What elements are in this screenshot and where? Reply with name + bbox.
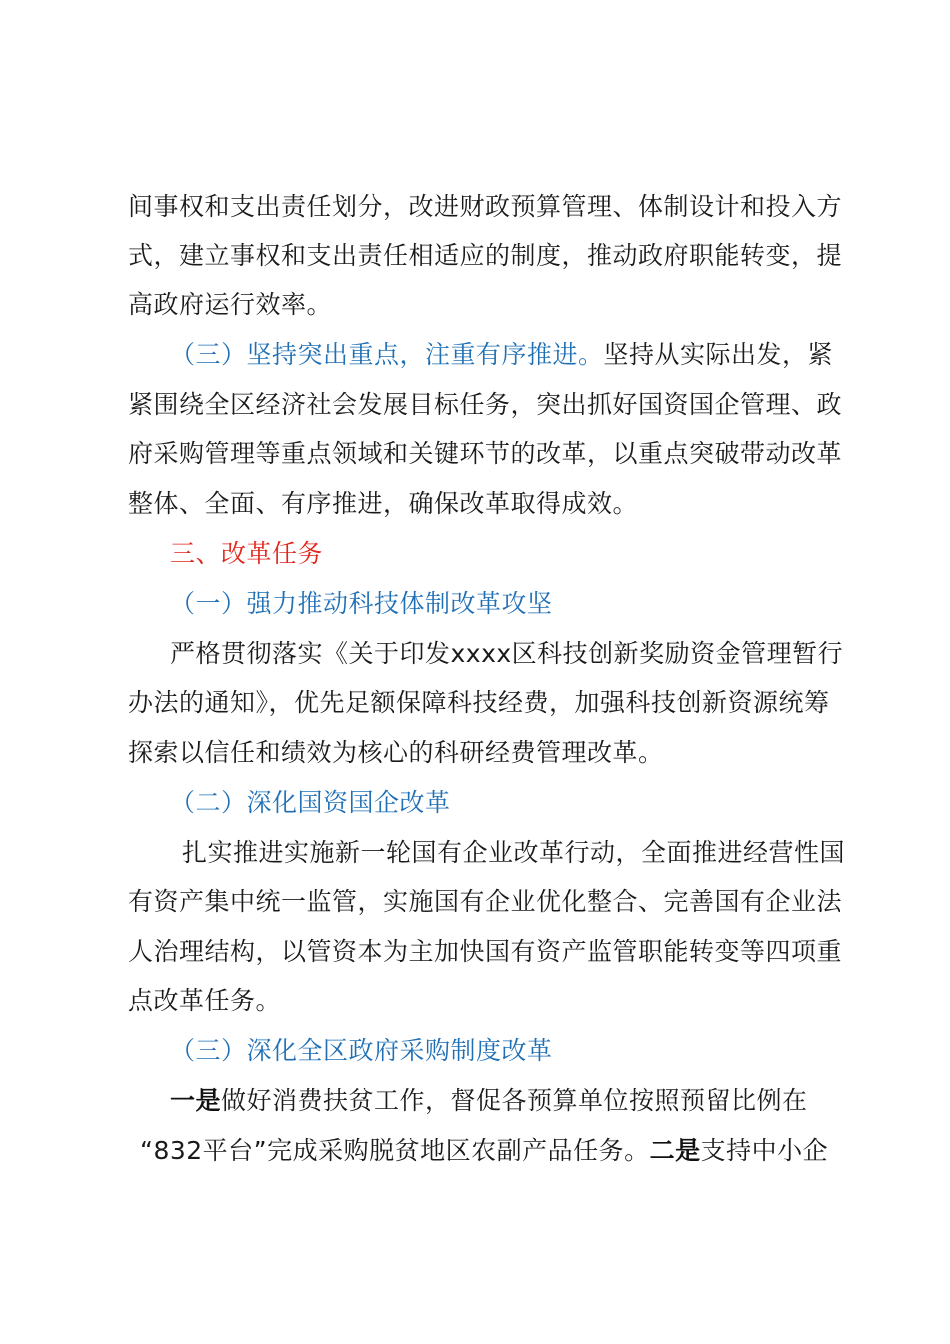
paragraph-line: 严格贯彻落实《关于印发xxxx区科技创新奖励资金管理暂行 (170, 639, 844, 668)
paragraph-text: “832平台”完成采购脱贫地区农副产品任务。 (140, 1136, 650, 1165)
paragraph-line: 紧围绕全区经济社会发展目标任务，突出抓好国资国企管理、政 (128, 390, 843, 419)
subsection-title: （三）深化全区政府采购制度改革 (170, 1036, 553, 1065)
paragraph-line: 点改革任务。 (128, 986, 282, 1015)
paragraph-line: 式，建立事权和支出责任相适应的制度，推动政府职能转变，提 (128, 241, 843, 270)
paragraph-line (140, 1134, 860, 1168)
paragraph-line: 人治理结构，以管资本为主加快国有资产监管职能转变等四项重 (128, 937, 843, 966)
inline-heading: （三）坚持突出重点，注重有序推进。 (170, 340, 604, 369)
paragraph-line: 间事权和支出责任划分，改进财政预算管理、体制设计和投入方 (128, 192, 843, 221)
paragraph-line: 有资产集中统一监管，实施国有企业优化整合、完善国有企业法 (128, 887, 843, 916)
emphasis-text: 一是 (170, 1086, 222, 1115)
paragraph-line: 高政府运行效率。 (128, 290, 333, 319)
paragraph-line (170, 338, 890, 372)
subsection-title: （二）深化国资国企改革 (170, 788, 451, 817)
paragraph-line: 办法的通知》，优先足额保障科技经费，加强科技创新资源统筹 (128, 688, 830, 717)
paragraph-text: 做好消费扶贫工作，督促各预算单位按照预留比例在 (221, 1086, 808, 1115)
section-title: 三、改革任务 (170, 539, 324, 568)
paragraph-line: 府采购管理等重点领域和关键环节的改革，以重点突破带动改革 (128, 439, 843, 468)
paragraph-line: 扎实推进实施新一轮国有企业改革行动，全面推进经营性国 (182, 838, 846, 867)
paragraph-line (170, 1084, 890, 1118)
emphasis-text: 二是 (649, 1136, 701, 1165)
paragraph-line: 整体、全面、有序推进，确保改革取得成效。 (128, 489, 639, 518)
subsection-title: （一）强力推动科技体制改革攻坚 (170, 589, 553, 618)
paragraph-text: 坚持从实际出发，紧 (603, 340, 834, 369)
paragraph-text: 支持中小企 (700, 1136, 829, 1165)
paragraph-line: 探索以信任和绩效为核心的科研经费管理改革。 (128, 738, 664, 767)
